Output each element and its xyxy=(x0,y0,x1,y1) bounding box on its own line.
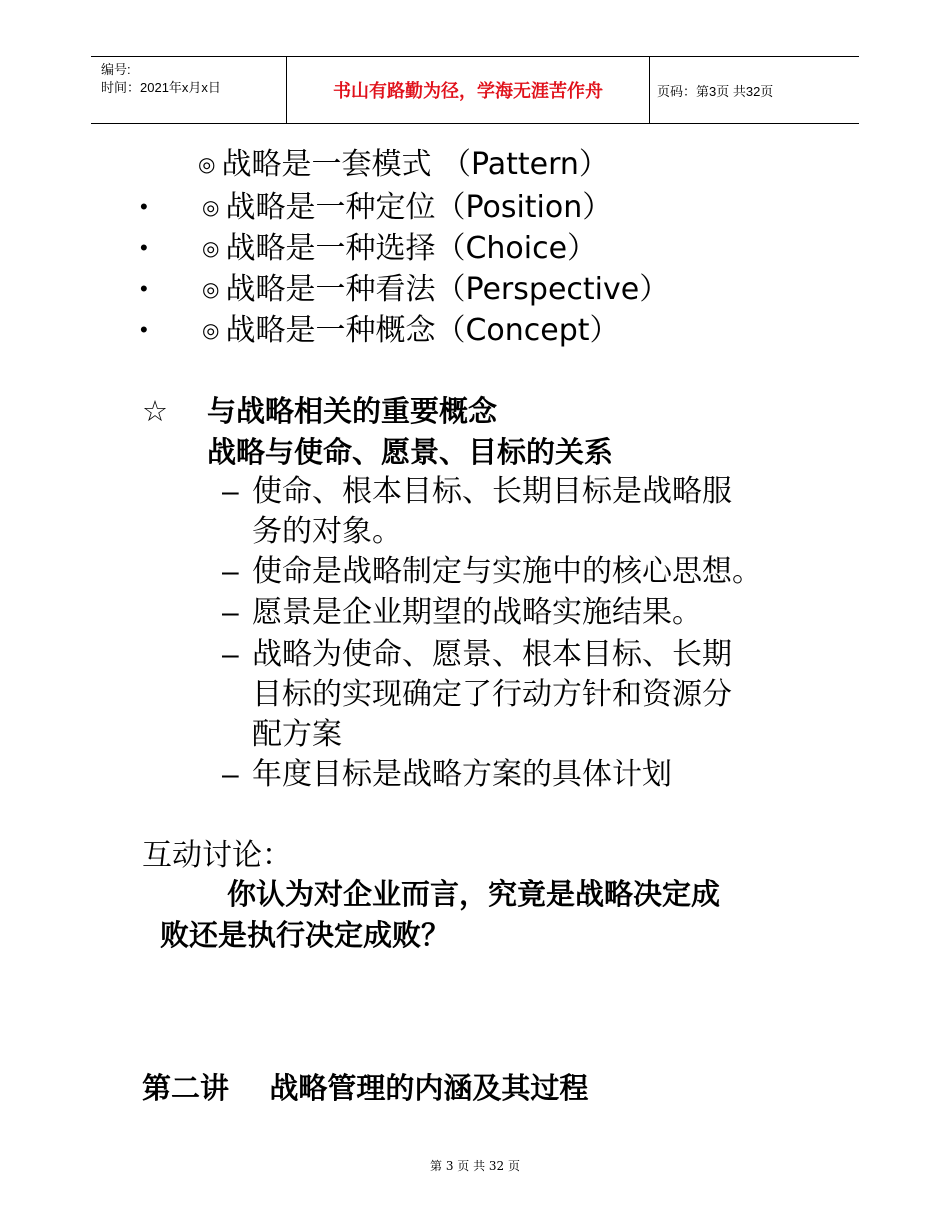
definition-text: 战略是一套模式 （Pattern） xyxy=(221,147,609,182)
section-subtitle: 战略与使命、愿景、目标的关系 xyxy=(207,435,614,469)
dash-icon: – xyxy=(222,638,239,671)
dash-icon: – xyxy=(222,596,239,629)
header-meta-cell xyxy=(91,57,287,123)
bullet-icon: • xyxy=(140,235,148,260)
discussion-question-line-1: 你认为对企业而言，究竟是战略决定成 xyxy=(227,877,721,911)
page-header xyxy=(91,56,859,124)
definition-text: 战略是一种概念（Concept） xyxy=(225,313,620,348)
point-4-line-1: 战略为使命、愿景、根本目标、长期 xyxy=(252,637,732,672)
definition-item-5 xyxy=(202,310,620,351)
point-5-line-1: 年度目标是战略方案的具体计划 xyxy=(252,757,672,792)
section-title: 与战略相关的重要概念 xyxy=(207,394,498,428)
section-star-icon: ☆ xyxy=(142,394,168,428)
point-3-line-1: 愿景是企业期望的战略实施结果。 xyxy=(252,595,702,630)
double-circle-icon: ◎ xyxy=(202,318,220,342)
discussion-question-line-2: 败还是执行决定成败？ xyxy=(160,918,451,952)
dash-icon: – xyxy=(222,475,239,508)
definition-item-2 xyxy=(202,187,612,228)
definition-text: 战略是一种定位（Position） xyxy=(225,190,613,225)
dash-icon: – xyxy=(222,758,239,791)
double-circle-icon: ◎ xyxy=(202,236,220,260)
document-time-label: 时间：2021年x月x日 xyxy=(101,80,221,95)
point-4-line-3: 配方案 xyxy=(252,717,342,752)
definition-text: 战略是一种看法（Perspective） xyxy=(225,272,670,307)
bullet-icon: • xyxy=(140,194,148,219)
point-4-line-2: 目标的实现确定了行动方针和资源分 xyxy=(252,677,732,712)
point-1-line-2: 务的对象。 xyxy=(252,514,402,549)
point-1-line-1: 使命、根本目标、长期目标是战略服 xyxy=(252,474,732,509)
definition-item-1 xyxy=(198,144,609,185)
discussion-label: 互动讨论： xyxy=(142,838,292,873)
definition-item-4 xyxy=(202,269,669,310)
double-circle-icon: ◎ xyxy=(198,152,216,176)
document-number-label: 编号: xyxy=(101,62,131,77)
bullet-icon: • xyxy=(140,317,148,342)
dash-icon: – xyxy=(222,555,239,588)
definition-text: 战略是一种选择（Choice） xyxy=(225,231,598,266)
header-motto: 书山有路勤为径，学海无涯苦作舟 xyxy=(287,57,650,123)
header-page-info: 页码：第3页 共32页 xyxy=(657,84,774,99)
page-footer: 第 3 页 共 32 页 xyxy=(430,1159,520,1173)
definition-item-3 xyxy=(202,228,597,269)
bullet-icon: • xyxy=(140,276,148,301)
point-2-line-1: 使命是战略制定与实施中的核心思想。 xyxy=(252,554,762,589)
next-lecture-title: 第二讲 战略管理的内涵及其过程 xyxy=(142,1071,589,1105)
double-circle-icon: ◎ xyxy=(202,277,220,301)
double-circle-icon: ◎ xyxy=(202,195,220,219)
